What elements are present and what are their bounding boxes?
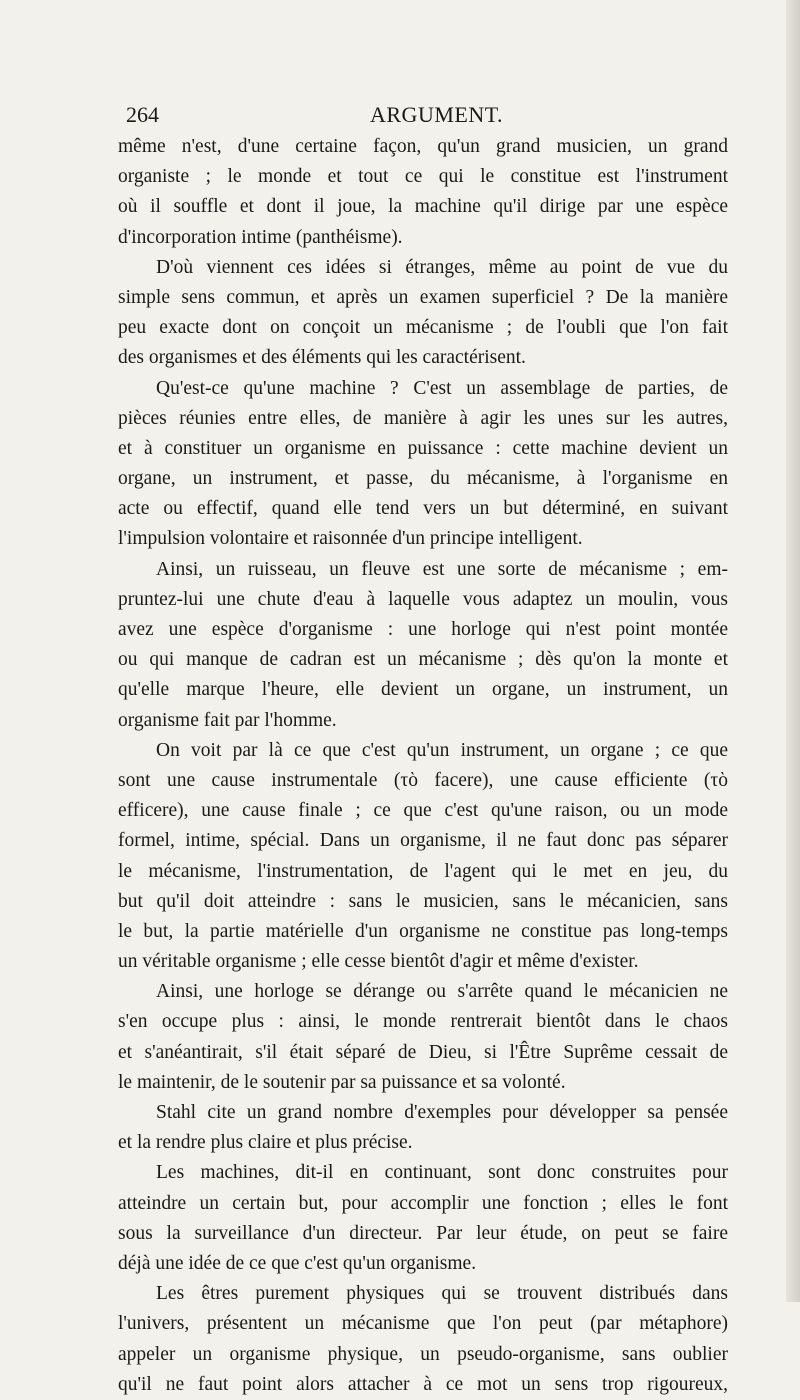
text-line: Qu'est-ce qu'une machine ? C'est un assemblage de parties, de	[156, 377, 728, 399]
body-text	[118, 132, 728, 1400]
text-line: Les machines, dit-il en continuant, sont donc construites pour	[156, 1162, 728, 1184]
text-line: ou qui manque de cadran est un mécanisme ; dès qu'on la monte et	[118, 649, 728, 671]
text-line: s'en occupe plus : ainsi, le monde rentrerait bientôt dans le chaos	[118, 1011, 728, 1033]
text-line: et s'anéantirait, s'il était séparé de Dieu, si l'Être Suprême cessait de	[118, 1041, 728, 1063]
page-number: 264	[126, 102, 159, 127]
text-line: acte ou effectif, quand elle tend vers un but déterminé, en suivant	[118, 498, 728, 520]
text-line: sous la surveillance d'un directeur. Par leur étude, on peut se faire	[118, 1222, 728, 1244]
text-line: d'incorporation intime (panthéisme).	[118, 226, 403, 248]
text-line: but qu'il doit atteindre : sans le musicien, sans le mécanicien, sans	[118, 890, 728, 912]
text-line: efficere), une cause finale ; ce que c'est qu'une raison, ou un mode	[118, 800, 728, 822]
text-line: le maintenir, de le soutenir par sa puissance et sa volonté.	[118, 1071, 566, 1093]
text-line: même n'est, d'une certaine façon, qu'un grand musicien, un grand	[118, 136, 728, 157]
running-head: ARGUMENT.	[370, 102, 504, 127]
text-line: Ainsi, une horloge se dérange ou s'arrête quand le mécanicien ne	[156, 981, 728, 1003]
text-line: appeler un organisme physique, un pseudo-organisme, sans oublier	[118, 1343, 728, 1365]
text-line: qu'elle marque l'heure, elle devient un organe, un instrument, un	[118, 679, 728, 701]
text-line: simple sens commun, et après un examen superficiel ? De la manière	[118, 286, 728, 308]
text-line: avez une espèce d'organisme : une horloge qui n'est point montée	[118, 619, 728, 640]
text-line: le mécanisme, l'instrumentation, de l'agent qui le met en jeu, du	[118, 860, 728, 882]
text-line: peu exacte dont on conçoit un mécanisme ; de l'oubli que l'on fait	[118, 317, 728, 339]
text-line: et à constituer un organisme en puissance : cette machine devient un	[118, 437, 728, 459]
page-header	[126, 96, 646, 130]
text-line: pruntez-lui une chute d'eau à laquelle vous adaptez un moulin, vous	[118, 588, 728, 610]
text-line: Les êtres purement physiques qui se trouvent distribués dans	[156, 1283, 728, 1305]
text-line: le but, la partie matérielle d'un organisme ne constitue pas long-temps	[118, 920, 728, 942]
text-line: et la rendre plus claire et plus précise.	[118, 1132, 413, 1154]
text-line: organiste ; le monde et tout ce qui le constitue est l'instrument	[118, 166, 728, 188]
text-line: des organismes et des éléments qui les caractérisent.	[118, 347, 526, 369]
text-line: un véritable organisme ; elle cesse bientôt d'agir et même d'exister.	[118, 951, 639, 973]
text-line: où il souffle et dont il joue, la machine qu'il dirige par une espèce	[118, 196, 728, 218]
text-line: organe, un instrument, et passe, du mécanisme, à l'organisme en	[118, 468, 728, 490]
text-line: qu'il ne faut point alors attacher à ce mot un sens trop rigoureux,	[118, 1373, 728, 1395]
text-line: l'univers, présentent un mécanisme que l'on peut (par métaphore)	[118, 1313, 728, 1335]
text-line: Ainsi, un ruisseau, un fleuve est une sorte de mécanisme ; em-	[156, 558, 728, 580]
text-line: organisme fait par l'homme.	[118, 709, 337, 731]
text-line: On voit par là ce que c'est qu'un instrument, un organe ; ce que	[156, 739, 728, 761]
text-line: pièces réunies entre elles, de manière à agir les unes sur les autres,	[118, 407, 728, 429]
text-line: l'impulsion volontaire et raisonnée d'un principe intelligent.	[118, 528, 583, 550]
text-line: atteindre un certain but, pour accomplir une fonction ; elles le font	[118, 1192, 728, 1214]
page-edge	[786, 0, 800, 1302]
text-line: Stahl cite un grand nombre d'exemples pour développer sa pensée	[156, 1102, 728, 1123]
text-line: sont une cause instrumentale (τὸ facere), une cause efficiente (τὸ	[118, 769, 728, 791]
text-line: déjà une idée de ce que c'est qu'un organisme.	[118, 1252, 477, 1274]
text-line: formel, intime, spécial. Dans un organisme, il ne faut donc pas séparer	[118, 830, 728, 852]
text-line: D'où viennent ces idées si étranges, même au point de vue du	[156, 256, 728, 278]
